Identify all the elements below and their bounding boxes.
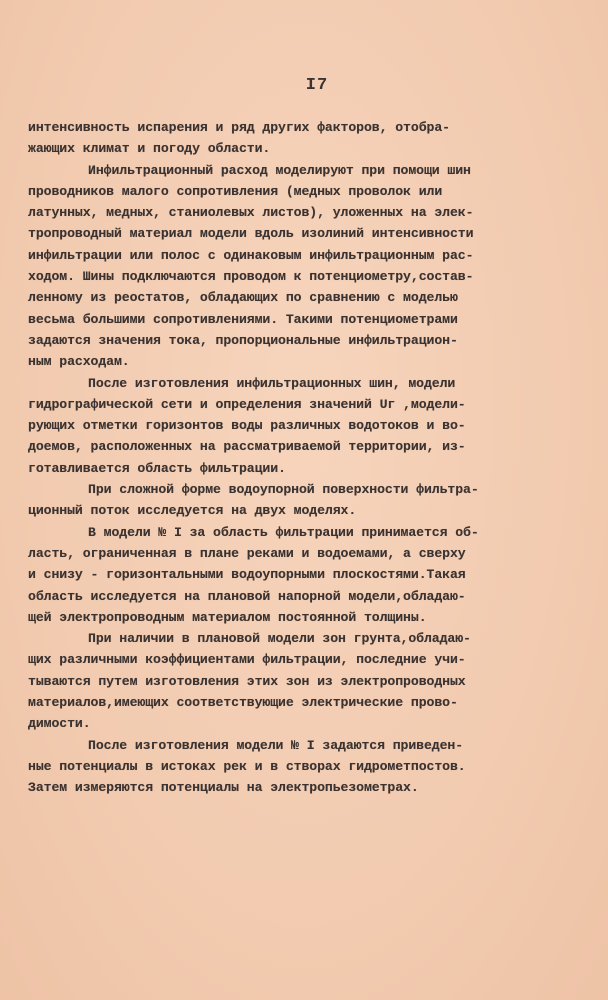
text-line: В модели № I за область фильтрации принимается об- xyxy=(88,524,479,540)
text-line: ласть, ограниченная в плане реками и водоемами, а сверху xyxy=(28,545,466,561)
text-line: материалов,имеющих соответствующие электрические прово- xyxy=(28,695,458,711)
text-line: щих различными коэффициентами фильтрации, последние учи- xyxy=(28,652,466,668)
text-line: весьма большими сопротивлениями. Такими потенциометрами xyxy=(28,311,458,327)
text-line: доемов, расположенных на рассматриваемой территории, из- xyxy=(28,439,466,455)
text-line: готавливается область фильтрации. xyxy=(28,460,286,476)
document-body xyxy=(28,117,588,799)
text-line: латунных, медных, станиолевых листов), уложенных на элек- xyxy=(28,205,474,221)
text-line: интенсивность испарения и ряд других факторов, отобра- xyxy=(28,120,450,135)
text-line: щей электропроводным материалом постоянной толщины. xyxy=(28,609,427,625)
text-line: ные потенциалы в истоках рек и в створах гидрометпостов. xyxy=(28,758,466,774)
paragraph xyxy=(28,373,588,479)
page-number: I7 xyxy=(305,76,329,95)
text-line: ходом. Шины подключаются проводом к потенциометру,состав- xyxy=(28,269,474,285)
paragraph xyxy=(28,160,588,373)
text-line: рующих отметки горизонтов воды различных водотоков и во- xyxy=(28,418,466,434)
text-line: жающих климат и погоду области. xyxy=(28,141,271,157)
text-line: инфильтрации или полос с одинаковым инфильтрационным рас- xyxy=(28,247,474,263)
text-line: тываются путем изготовления этих зон из электропроводных xyxy=(28,673,466,689)
text-line: димости. xyxy=(28,716,91,732)
text-line: проводников малого сопротивления (медных проволок или xyxy=(28,183,443,199)
text-line: ленному из реостатов, обладающих по сравнению с моделью xyxy=(28,290,458,306)
paragraph xyxy=(28,522,588,628)
text-line: гидрографической сети и определения значений Uг ,модели- xyxy=(28,396,466,412)
text-line: область исследуется на плановой напорной модели,обладаю- xyxy=(28,588,466,604)
paragraph xyxy=(28,735,588,799)
paragraph xyxy=(28,479,588,522)
text-line: При сложной форме водоупорной поверхности фильтра- xyxy=(88,482,479,498)
text-line: Инфильтрационный расход моделируют при помощи шин xyxy=(88,162,471,178)
text-line: Затем измеряются потенциалы на электропьезометрах. xyxy=(28,780,419,796)
paragraph xyxy=(28,117,588,160)
text-line: ным расходам. xyxy=(28,354,130,370)
text-line: и снизу - горизонтальными водоупорными плоскостями.Такая xyxy=(28,567,466,583)
text-line: После изготовления инфильтрационных шин, модели xyxy=(88,375,456,391)
text-line: При наличии в плановой модели зон грунта,обладаю- xyxy=(88,631,471,647)
text-line: тропроводный материал модели вдоль изолиний интенсивности xyxy=(28,226,474,242)
text-line: ционный поток исследуется на двух моделях. xyxy=(28,503,357,519)
paragraph xyxy=(28,628,588,734)
text-line: задаются значения тока, пропорциональные инфильтрацион- xyxy=(28,332,458,348)
text-line: После изготовления модели № I задаются приведен- xyxy=(88,737,464,753)
